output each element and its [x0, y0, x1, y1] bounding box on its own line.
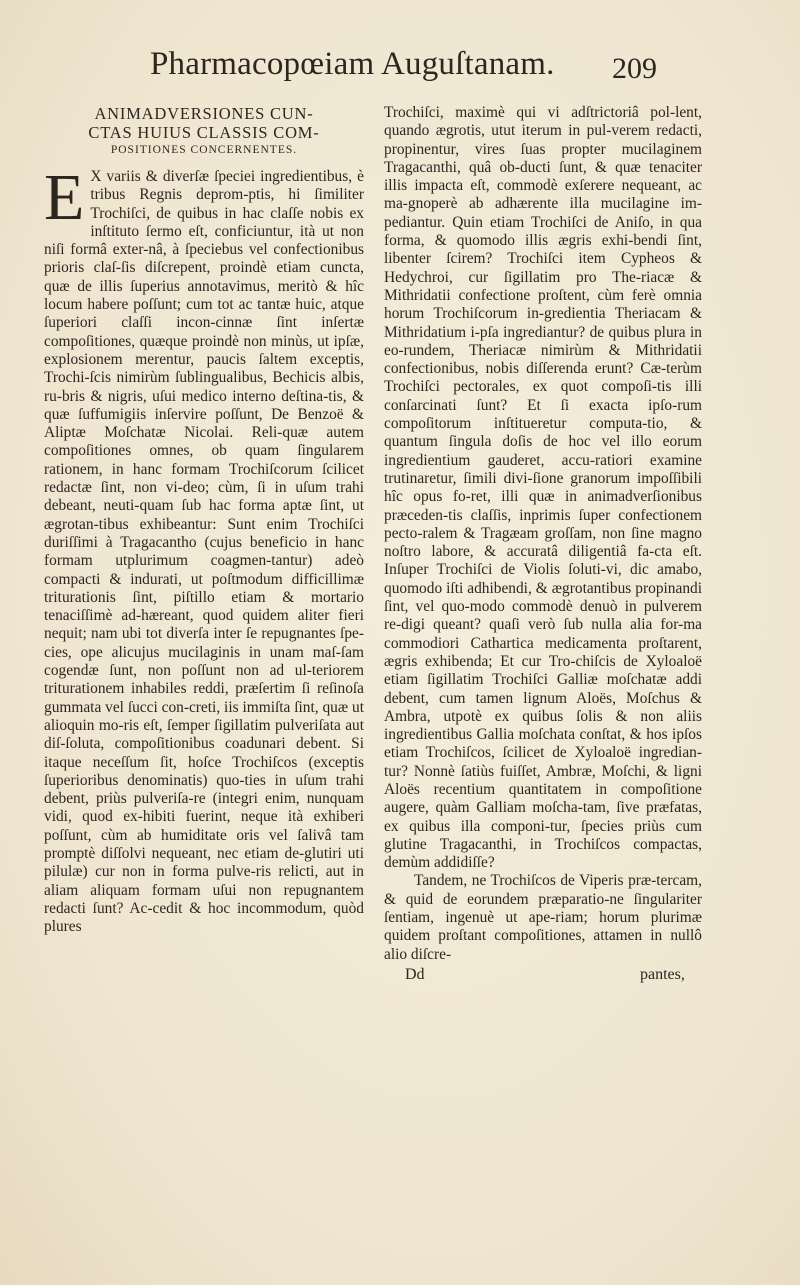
drop-cap: E: [44, 161, 85, 234]
section-heading-line-3: POSITIONES CONCERNENTES.: [110, 144, 298, 156]
right-column: [384, 104, 702, 964]
signature-mark: Dd: [405, 965, 425, 983]
left-column: [44, 104, 364, 936]
right-body-text-1: Trochiſci, maximè qui vi adſtrictoriâ pol-lent, quando ægrotis, utut iterum in pul-verem redacti, propinentur, vires ſuas propter mucilaginem Tragacanthi, quâ ob-ducti ſunt, & quæ tenaciter illis impacta eſt, commodè exſerere nequeant, ac ma-gnoperè ab adhærente illa mucilagine im-pediantur. Quin etiam Trochiſci de Aniſo, in qua forma, & quomodo illis ægris exhi-bendi ſint, libenter ſcirem? Trochiſci item Cypheos & Hedychroi, cur ſigillatim pro The-riacæ & Mithridatii confectione proſtent, cùm ferè omnia horum Trochiſcorum in-gredientia Theriacam & Mithridatium i-pſa ingrediantur? de quibus plura in eo-rundem, Theriacæ nimirùm & Mithridatii confectionibus, nobis diſſerenda erunt? Cæ-terùm Trochiſci pectorales, ex quot compoſi-tis illi conſarcinati ſunt? Et ſi exacta ipſo-rum compoſitorum inſtitueretur computa-tio, & quantum ſingula doſis de hoc vel illo eorum ingredientium gauderet, accu-ratiori examine trutinaretur, ſimili divi-ſione granorum impoſſibili hîc opus fo-ret, illi quæ in animadverſionibus præceden-tis claſſis, inprimis ſuper confectionem pecto-ralem & Tragæam groſſam, non ſine magno noſtro labore, & accuratâ diligentiâ fa-cta eſt. Inſuper Trochiſci de Violis ſoluti-vi, dic amabo, quomodo iſti adhibendi, & ægrotantibus propinandi ſint, vel quo-modo commodè denuò in pulverem re-digi queant? quaſi verò ſub nulla alia for-ma commodiori Cathartica medicamenta proſtarent, ægris exhibenda; Et cur Tro-chiſcis de Xyloaloë etiam ſigillatim Trochiſci Galliæ moſchatæ addi debent, cum tamen lignum Aloës, Moſchus & Ambra, utpotè ex quibus ſolis & non aliis ingredientibus Gallia moſchata conſtat, & hos ipſos etiam Trochiſcos, ſcilicet de Xyloaloë ingredian-tur? Nonnè ſatiùs fuiſſet, Ambræ, Moſchi, & ligni Aloës recentium quantitatem in compoſitione augere, quàm Galliam moſcha-tam, ſive præfatas, ex quibus illa componi-tur, ſpecies priùs cum glutine Tragacanthi, in Trochiſcos compactas, demùm addidiſſe?: [384, 104, 702, 872]
right-body-text-2: Tandem, ne Trochiſcos de Viperis præ-tercam, & quid de eorundem præparatio-ne ſingulariter ſentiam, ingenuè ut ape-riam; horum plurimæ quidem proſtant compoſitiones, attamen in nullô alio diſcre-: [384, 872, 702, 963]
running-title: Pharmacopœiam Auguſtanam.: [150, 46, 555, 82]
catchword: pantes,: [640, 965, 685, 983]
left-body-text: X variis & diverſæ ſpeciei ingredientibus, è tribus Regnis deprom-ptis, hi ſimiliter Trochiſci, de quibus in hac claſſe nobis ex inſtituto ſermo eſt, conficiuntur, ità ut non niſi formâ exter-nâ, à ſpeciebus vel confectionibus prioris claſ-ſis diſcrepent, proindè etiam cuncta, quæ de illis ſuperius annotavimus, meritò & hîc locum habere poſſunt; cum tot ac tantæ huic, atque ſuperiori claſſi incon-cinnæ ſint inſertæ compoſitiones, quæque proindè non minùs, ut ipſæ, explosionem merentur, paucis ſaltem exceptis, Trochi-ſcis nimirùm ſublingualibus, Bechicis albis, ru-bris & nigris, uſui medico interno deſtina-tis, & quæ ſuffumigiis inſervire poſſunt, De Benzoë & Aliptæ Moſchatæ Nicolai. Reli-quæ autem compoſitiones omnes, ob quam ſingularem rationem, in hanc formam Trochiſcorum ſcilicet redactæ ſint, non vi-deo; cùm, ſi in uſum trahi debeant, neuti-quam ſub hac forma aptæ ſint, ut ægrotan-tibus exhibeantur: Sunt enim Trochiſci duriſſimi à Tragacantho (cujus beneficio in hanc formam utplurimum coagmen-tantur) adeò compacti & indurati, ut poſtmodum difficillimæ triturationis ſint, piſtillo etiam & mortario tenaciſſimè ad-hæreant, quod quidem aliter fieri nequit; nam ubi tot diverſa inter ſe repugnantes ſpe-cies, ope alicujus mucilaginis in unam maſ-ſam cogendæ ſunt, non poſſunt non ad ul-teriorem triturationem inhabiles reddi, præſertim ſi reſinoſa gummata vel ſucci con-creti, iis immiſta ſint, quæ ut alioquin mo-ris eſt, ſemper ſigillatim pulveriſata aut diſ-ſoluta, compoſitionibus coadunari debent. Si itaque neceſſum ſit, hoſce Trochiſcos (exceptis ſuperioribus denominatis) quo-ties in uſum trahi debent, priùs pulveriſa-re (integri enim, nunquam vidi, quod ex-hibiti fuerint, neque ità exhiberi poſſunt, cùm ab humiditate oris vel ſalivâ tam promptè diſſolvi nequeant, nec etiam de-glutiri uti pilulæ) cur non in forma pulve-ris relicti, aut in aliam aliquam formam uſui non repugnantem redacti ſunt? Ac-cedit & hoc incommodum, quòd plures: [44, 168, 364, 936]
section-heading-line-1: ANIMADVERSIONES CUN-: [94, 104, 314, 123]
section-heading-line-2: CTAS HUIUS CLASSIS COM-: [88, 123, 320, 142]
page-number: 209: [612, 52, 657, 85]
